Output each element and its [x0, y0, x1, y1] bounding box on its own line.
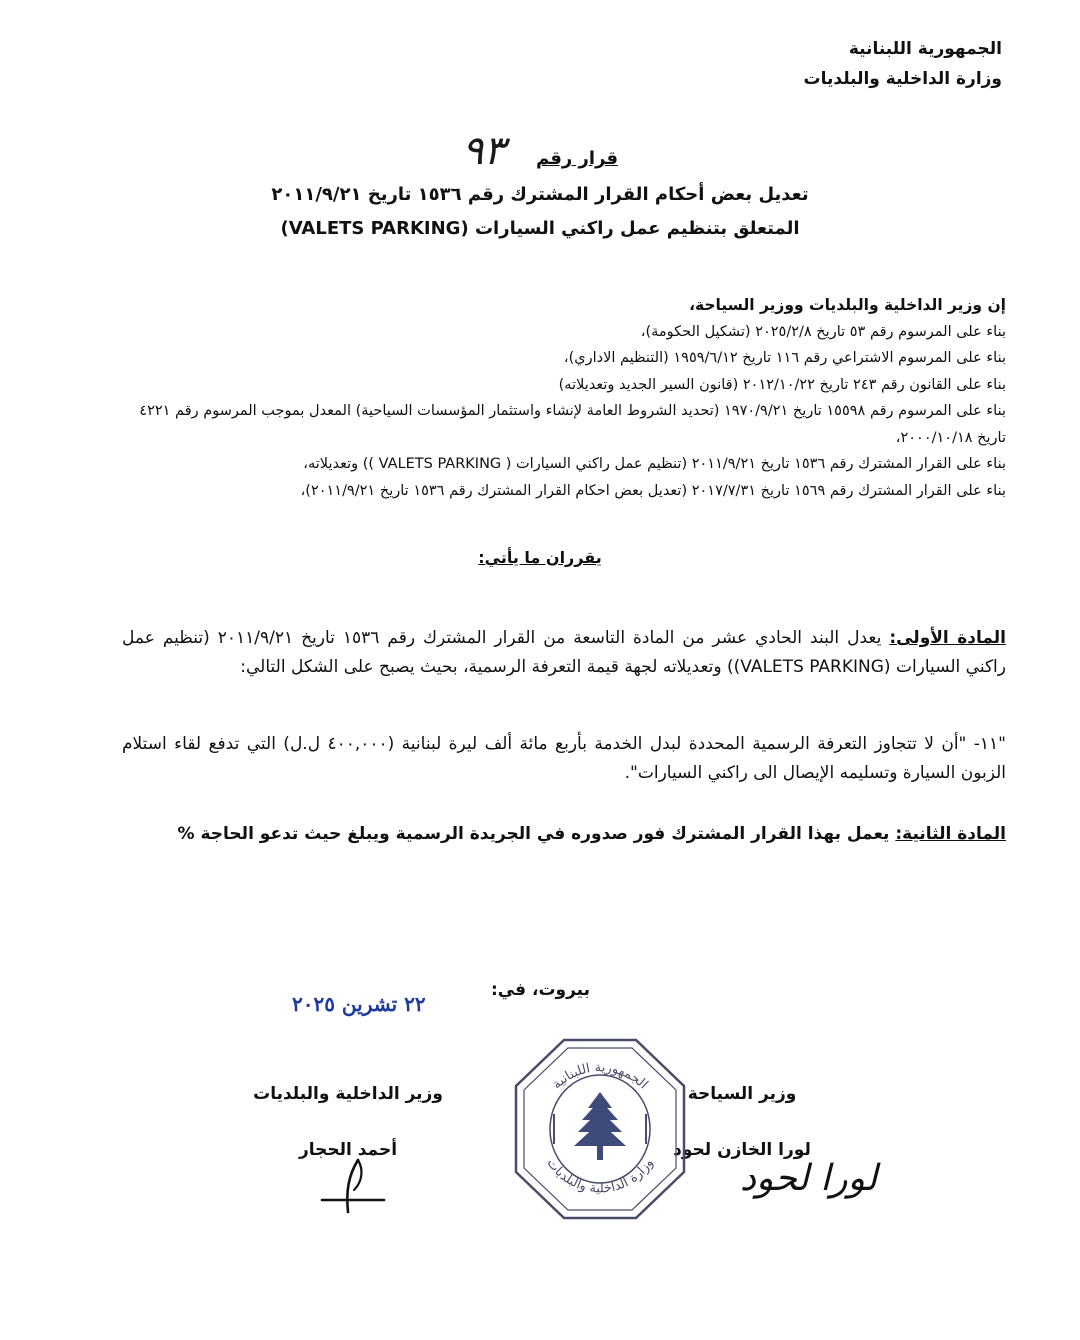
interior-minister-signature-icon	[318, 1156, 388, 1220]
decision-number-handwritten: ٩٣	[461, 128, 505, 174]
cedar-icon	[574, 1092, 626, 1160]
preamble-item: بناء على المرسوم رقم ٥٣ تاريخ ٢٠٢٥/٢/٨ (تشكيل الحكومة)،	[640, 323, 1006, 340]
place-date-label: بيروت، في:	[490, 980, 590, 1000]
preamble-lead: إن وزير الداخلية والبلديات ووزير السياحة،	[689, 296, 1006, 314]
ministry-seal-icon	[512, 1036, 688, 1222]
date-stamp: ٢٢ تشرين ٢٠٢٥	[292, 992, 426, 1016]
article-1-quote: "١١- "أن لا تتجاوز التعرفة الرسمية المحددة لبدل الخدمة بأربع مائة ألف ليرة لبنانية (٤٠٠,٠٠٠ ل.ل) التي تدفع لقاء استلام الزبون السيارة وتسليمه الإيصال الى راكني السيارات".	[122, 734, 1006, 783]
letterhead	[804, 34, 1002, 94]
tourism-minister-signature: لورا لحود	[740, 1158, 878, 1199]
article-1-text: يعدل البند الحادي عشر من المادة التاسعة من القرار المشترك رقم ١٥٣٦ تاريخ ٢٠١١/٩/٢١ (تنظيم عمل راكني السيارات (VALETS PARKING)) وتعديلاته لجهة قيمة التعرفة الرسمية، بحيث يصبح على الشكل التالي:	[122, 628, 1006, 677]
country-name: الجمهورية اللبنانية	[848, 39, 1002, 59]
tourism-minister-name: لورا الخازن لحود	[673, 1140, 811, 1160]
article-2-text: يعمل بهذا القرار المشترك فور صدوره في الجريدة الرسمية ويبلغ حيث تدعو الحاجة %	[177, 824, 890, 844]
ministry-name: وزارة الداخلية والبلديات	[803, 69, 1002, 89]
preamble	[136, 292, 1006, 504]
seal-text-bottom: وزارة الداخلية والبلديات	[543, 1155, 657, 1197]
seal-text-top: الجمهورية اللبنانية	[549, 1060, 651, 1093]
tourism-minister-title: وزير السياحة	[687, 1084, 797, 1104]
preamble-item: بناء على القانون رقم ٢٤٣ تاريخ ٢٠١٢/١٠/٢٢ (قانون السير الجديد وتعديلاته)	[558, 376, 1006, 393]
article-2-title: المادة الثانية:	[895, 824, 1006, 844]
article-1-title: المادة الأولى:	[889, 628, 1006, 648]
preamble-item: بناء على القرار المشترك رقم ١٥٣٦ تاريخ ٢٠١١/٩/٢١ (تنظيم عمل راكني السيارات ( VALETS PARKING )) وتعديلاته،	[303, 456, 1006, 472]
svg-text:الجمهورية اللبنانية	[550, 1060, 651, 1092]
decision-number-label: قرار رقم	[536, 148, 619, 169]
article-1	[122, 624, 1006, 682]
decision-subject	[0, 178, 1080, 246]
preamble-item: بناء على القرار المشترك رقم ١٥٦٩ تاريخ ٢٠١٧/٧/٣١ (تعديل بعض احكام القرار المشترك رقم ١٥٣٦ تاريخ ٢٠١١/٩/٢١)،	[300, 482, 1006, 499]
preamble-item: بناء على المرسوم الاشتراعي رقم ١١٦ تاريخ ١٩٥٩/٦/١٢ (التنظيم الاداري)،	[563, 350, 1006, 366]
article-2	[122, 820, 1006, 849]
decide-heading: يقرران ما يأتي:	[478, 548, 602, 567]
decision-number-line	[0, 128, 1080, 174]
subject-line-2: المتعلق بتنظيم عمل راكني السيارات (VALETS PARKING)	[280, 218, 800, 239]
preamble-item: بناء على المرسوم رقم ١٥٥٩٨ تاريخ ١٩٧٠/٩/٢١ (تحديد الشروط العامة لإنشاء واستثمار المؤسسات السياحية) المعدل بموجب المرسوم رقم ٤٢٢١ تاريخ ٢٠٠٠/١٠/١٨،	[139, 403, 1006, 446]
interior-minister-title: وزير الداخلية والبلديات	[253, 1084, 443, 1104]
subject-line-1: تعديل بعض أحكام القرار المشترك رقم ١٥٣٦ تاريخ ٢٠١١/٩/٢١	[271, 184, 809, 205]
interior-minister-name: أحمد الحجار	[298, 1140, 398, 1160]
